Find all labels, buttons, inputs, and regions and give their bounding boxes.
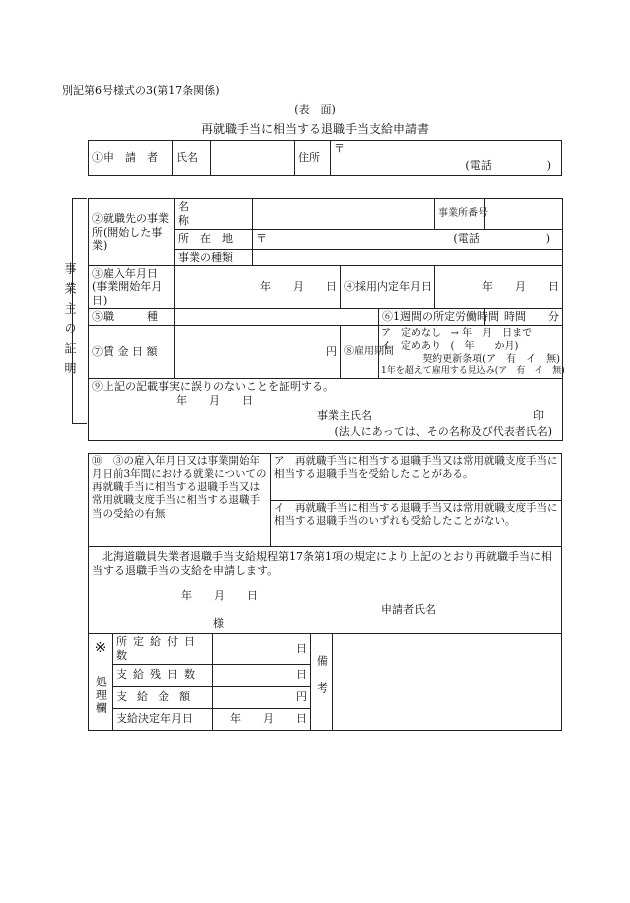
location-label: 所 在 地 (175, 229, 253, 249)
receipt-option-a[interactable]: ア 再就職手当に相当する退職手当又は常用就職支度手当に相当する退職手当を受給したことがある。 (271, 454, 562, 501)
location-phone: (電話 ) (453, 231, 550, 245)
applicant-phone: (電話 ) (465, 159, 551, 173)
company-name-label: 名 称 (175, 199, 253, 230)
processing-row-value[interactable]: 年 月 日 (213, 708, 311, 730)
wage-field[interactable]: 円 (175, 325, 341, 379)
job-label: ⑤職 種 (89, 308, 175, 325)
business-type-field[interactable] (253, 249, 563, 266)
remarks-label-cell (311, 634, 333, 731)
employment-label: ②就職先の事業所(開始した事業) (89, 199, 175, 266)
period-a-until: 年 月 日まで (462, 327, 533, 339)
office-number-label: 事業所番号 (435, 199, 485, 230)
adoption-date-label: ④採用内定年月日 (341, 266, 435, 309)
location-postal-mark: 〒 (256, 232, 267, 246)
processing-table (88, 633, 562, 731)
employer-table (88, 198, 563, 441)
processing-mark: ※ (94, 640, 107, 656)
processing-column (89, 634, 113, 731)
processing-label: 処理欄 (94, 675, 108, 715)
adoption-date-field[interactable]: 年 月 日 (435, 266, 563, 309)
applicant-address-field[interactable] (331, 141, 562, 176)
addressee: 様 (213, 617, 224, 630)
declaration-text: 北海道職員失業者退職手当支給規程第17条第1項の規定により上記のとおり再就職手当に相当する退職手当の支給を申請します。 (92, 550, 552, 578)
processing-row-label: 支給決定年月日 (113, 708, 213, 730)
weekly-hours-label: ⑥1週間の所定労働時間 (379, 308, 485, 325)
certification-cell (89, 379, 563, 441)
certification-text: ⑨上記の記載事実に誤りのないことを証明する。 (92, 380, 334, 394)
company-name-field[interactable] (253, 199, 435, 230)
period-options[interactable]: ア 定めなし → 年 月 日まで イ 定めあり ( 年 か月) 契約更新条項(ア 有 イ 無) 1年を超えて雇用する見込み(ア 有 イ 無) (379, 325, 563, 379)
applicant-name-field[interactable] (211, 141, 295, 176)
corporate-note: (法人にあっては、その名称及び代表者氏名) (334, 425, 552, 439)
receipt-question: ⑩ ③の雇入年月日又は事業開始年月日前3年間における就業についての再就職手当に相当する退職手当又は常用就職支度手当に相当する退職手当の受給の有無 (89, 454, 271, 547)
postal-mark: 〒 (334, 142, 345, 155)
over-one-year[interactable]: 1年を超えて雇用する見込み(ア 有 イ 無) (381, 365, 565, 376)
form-number: 別記第6号様式の3(第17条関係) (62, 84, 220, 97)
applicant-name-label: 氏名 (173, 141, 211, 176)
page-title: 再就職手当に相当する退職手当支給申請書 (200, 122, 429, 136)
processing-row-value[interactable]: 日 (213, 664, 311, 686)
period-label: ⑧雇用期間 (341, 325, 379, 379)
certification-date[interactable]: 年 月 日 (176, 394, 253, 407)
receipt-option-b[interactable]: イ 再就職手当に相当する退職手当又は常用就職支度手当に相当する退職手当のいずれも受給したことがない。 (271, 500, 562, 547)
job-field[interactable] (175, 308, 379, 325)
processing-row-value[interactable]: 円 (213, 686, 311, 708)
processing-row-label: 支給残日数 (113, 664, 213, 686)
office-number-field[interactable] (485, 199, 563, 230)
applicant-table (88, 140, 562, 176)
renewal-clause[interactable]: 契約更新条項(ア 有 イ 無) (422, 353, 560, 365)
hire-date-field[interactable]: 年 月 日 (175, 266, 341, 309)
location-field[interactable] (253, 229, 563, 249)
processing-row-label: 支給金額 (113, 686, 213, 708)
period-b-months: ( 年 か月) (450, 340, 519, 352)
business-type-label: 事業の種類 (175, 249, 253, 266)
applicant-name-sign-label: 申請者氏名 (381, 603, 436, 616)
wage-label: ⑦賃 金 日 額 (89, 325, 175, 379)
seal-mark: 印 (533, 409, 544, 423)
declaration-box (88, 547, 562, 634)
employer-name-label: 事業主氏名 (317, 409, 372, 423)
applicant-label: ①申 請 者 (89, 141, 173, 176)
employer-side-label: 事業主の証明 (63, 262, 77, 382)
declaration-date[interactable]: 年 月 日 (181, 589, 258, 602)
processing-row-label: 所定給付日数 (113, 634, 213, 665)
applicant-address-label: 住所 (295, 141, 331, 176)
form-side: (表 面) (294, 103, 336, 116)
receipt-table (88, 453, 562, 547)
remarks-field[interactable] (333, 634, 562, 731)
remarks-label: 備考 (315, 654, 329, 709)
processing-row-value[interactable]: 日 (213, 634, 311, 665)
hire-date-label: ③雇入年月日(事業開始年月日) (89, 266, 175, 309)
period-b[interactable]: イ 定めあり (381, 340, 441, 352)
weekly-hours-field[interactable]: 時間 分 (485, 308, 563, 325)
period-a[interactable]: ア 定めなし (381, 327, 441, 339)
